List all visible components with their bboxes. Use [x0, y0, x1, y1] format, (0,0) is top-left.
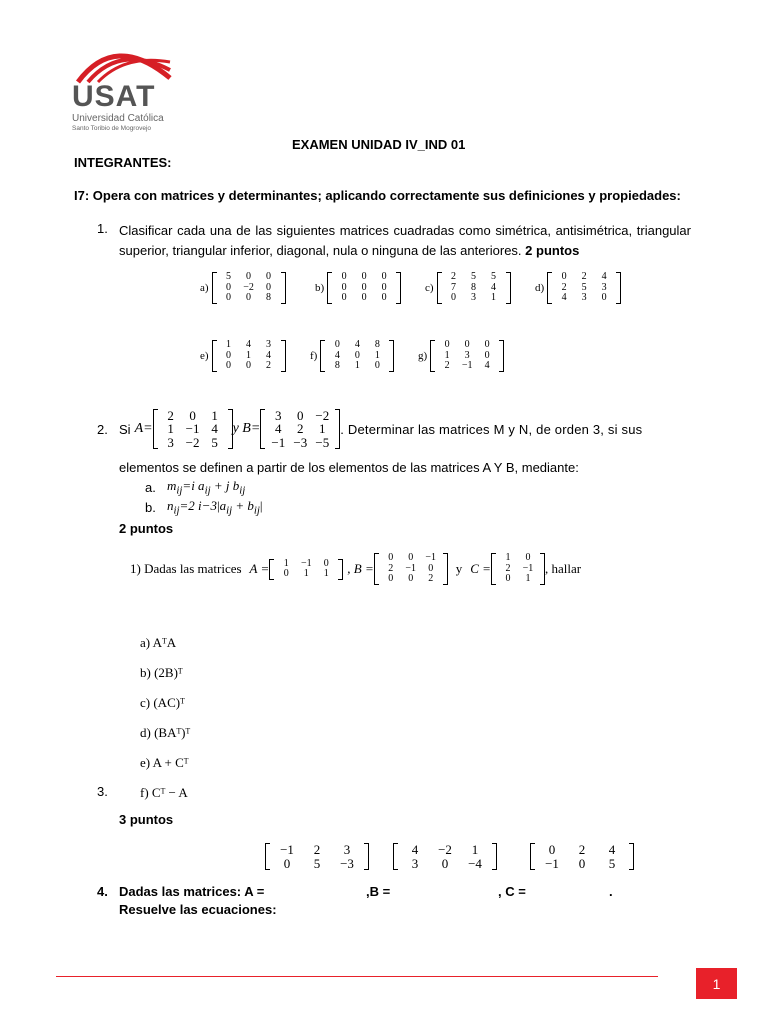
- bracket-left: [327, 272, 332, 304]
- bracket-left: [212, 340, 217, 372]
- q4-matrix-c: [530, 843, 634, 870]
- q3-matrix-b: [374, 553, 448, 585]
- matrix-cell: −1: [405, 562, 417, 574]
- matrix-cell: 0: [189, 407, 196, 423]
- bracket-right: [616, 272, 621, 304]
- matrix-cell: 2: [297, 421, 304, 437]
- bracket-right: [499, 340, 504, 372]
- matrix-cell: 0: [601, 292, 607, 303]
- q3-intro: 1) Dadas las matrices: [130, 561, 242, 576]
- matrix-cell: 0: [246, 292, 252, 303]
- matrix-cell: 5: [471, 271, 477, 282]
- page-number-box: [696, 968, 737, 999]
- matrix-cell: 2: [167, 407, 174, 423]
- q2-line1: [119, 402, 642, 456]
- matrix-cell: 2: [428, 573, 434, 585]
- matrix: [320, 340, 394, 372]
- matrix-cell: 2: [581, 271, 587, 282]
- q4-resuelve: Resuelve las ecuaciones:: [119, 902, 277, 917]
- matrix: [265, 843, 369, 870]
- q3-y: y: [455, 561, 463, 576]
- q1-matrix-item: [200, 272, 286, 304]
- matrix: [530, 843, 634, 870]
- q3-b-eq: , B =: [347, 561, 374, 576]
- matrix-cell: −2: [243, 281, 254, 293]
- matrix-cell: 0: [374, 360, 380, 371]
- logo-name: USAT: [72, 80, 156, 113]
- q1-text: [119, 221, 691, 261]
- page-title: EXAMEN UNIDAD IV_IND 01: [292, 137, 466, 152]
- q3-hallar: , hallar: [544, 561, 582, 576]
- matrix-cell: 4: [484, 360, 490, 371]
- matrix-cell: 4: [275, 421, 282, 437]
- matrix-cell: 0: [246, 271, 252, 282]
- bracket-right: [281, 340, 286, 372]
- q1-matrix-label: f): [310, 349, 318, 362]
- matrix-cell: 0: [388, 552, 394, 564]
- page-number: 1: [712, 975, 721, 992]
- matrix-cell: 2: [561, 281, 567, 293]
- q2-b-formula: $n_{ij}=2$ $i-3|a_{ij} + b_{ij}|$: [167, 498, 263, 517]
- bracket-right: [506, 272, 511, 304]
- bracket-left: [491, 553, 496, 585]
- q1-matrix-item: [315, 272, 401, 304]
- matrix: [212, 340, 286, 372]
- matrix-cell: 2: [313, 842, 321, 857]
- matrix: [269, 559, 343, 580]
- matrix-cell: 0: [561, 271, 567, 282]
- matrix-cell: 1: [374, 349, 380, 361]
- matrix: [212, 272, 286, 304]
- matrix-cell: 3: [471, 292, 477, 303]
- matrix-cell: 1: [323, 568, 329, 579]
- matrix: [437, 272, 511, 304]
- q4-matrix-b: [393, 843, 497, 870]
- bracket-right: [396, 272, 401, 304]
- bracket-left: [260, 409, 265, 450]
- matrix-cell: 3: [275, 407, 282, 423]
- matrix-cell: 3: [464, 349, 470, 361]
- matrix: [547, 272, 621, 304]
- matrix-cell: 5: [313, 855, 321, 871]
- q2-matrix-b: [260, 409, 340, 450]
- matrix-cell: 8: [266, 292, 272, 303]
- q4-c-eq: , C =: [498, 884, 526, 899]
- bracket-left: [393, 843, 398, 870]
- bracket-left: [265, 843, 270, 870]
- matrix-cell: −1: [425, 552, 437, 564]
- matrix: [491, 553, 545, 585]
- matrix-cell: 1: [525, 573, 531, 585]
- q3-items: [140, 628, 190, 808]
- matrix-cell: −1: [545, 855, 559, 871]
- q2-text2: elementos se definen a partir de los elementos de las matrices A Y B, mediante:: [119, 460, 579, 475]
- matrix-cell: 0: [226, 292, 232, 303]
- matrix-cell: −1: [185, 421, 200, 437]
- matrix-cell: −3: [340, 855, 354, 871]
- q2-b-eq: y B=: [232, 421, 261, 436]
- matrix-cell: 0: [505, 573, 511, 585]
- matrix-cell: 0: [297, 407, 304, 423]
- q1-statement: Clasificar cada una de las siguientes matrices cuadradas como simétrica, antisimétrica, triangular superior, triangular inferior, diagonal, nula o ninguna de las anteriores.: [119, 223, 691, 258]
- bracket-left: [530, 843, 535, 870]
- matrix-cell: 4: [608, 842, 616, 857]
- matrix-cell: −1: [280, 842, 294, 857]
- integrantes-label: INTEGRANTES:: [74, 155, 172, 170]
- matrix-cell: 1: [226, 339, 232, 350]
- matrix-cell: −4: [468, 855, 482, 871]
- matrix-cell: 3: [601, 281, 607, 293]
- q3-intro-row: [130, 537, 581, 601]
- matrix-cell: 1: [491, 292, 497, 303]
- matrix-cell: 4: [334, 349, 340, 361]
- q2-a-label: a.: [145, 480, 156, 495]
- matrix-cell: 1: [211, 407, 218, 423]
- matrix-cell: 4: [561, 292, 567, 303]
- q3-c-eq: C =: [470, 561, 491, 576]
- matrix-cell: 0: [484, 349, 490, 361]
- q1-matrix-item: [425, 272, 511, 304]
- matrix-cell: 0: [341, 281, 347, 293]
- matrix-cell: 0: [334, 339, 340, 350]
- matrix-cell: 4: [491, 281, 497, 293]
- matrix: [374, 553, 448, 585]
- matrix-cell: 0: [525, 552, 531, 564]
- q4-text: Dadas las matrices: A =: [119, 884, 265, 899]
- bracket-left: [320, 340, 325, 372]
- matrix-cell: 0: [408, 552, 414, 564]
- matrix-cell: 0: [361, 292, 367, 303]
- matrix-cell: 0: [283, 568, 289, 579]
- bracket-right: [389, 340, 394, 372]
- q3-item: c) (AC)ᵀ: [140, 695, 185, 710]
- matrix-cell: 3: [581, 292, 587, 303]
- matrix-cell: 1: [319, 421, 326, 437]
- logo-line1: Universidad Católica: [72, 113, 164, 124]
- matrix: [327, 272, 401, 304]
- bracket-right: [629, 843, 634, 870]
- q4-b-eq: ,B =: [366, 884, 391, 899]
- q4-matrix-a: [265, 843, 369, 870]
- q3-item: b) (2B)ᵀ: [140, 665, 183, 680]
- bracket-right: [281, 272, 286, 304]
- matrix: [393, 843, 497, 870]
- matrix-cell: 0: [381, 281, 387, 293]
- indicator-i7: I7: Opera con matrices y determinantes; aplicando correctamente sus definiciones y propiedades:: [74, 188, 681, 203]
- bracket-left: [437, 272, 442, 304]
- matrix-cell: 0: [341, 292, 347, 303]
- matrix-cell: −2: [438, 842, 452, 857]
- matrix-cell: 4: [211, 421, 218, 437]
- matrix-cell: 3: [167, 434, 174, 450]
- matrix-cell: 0: [548, 842, 556, 857]
- matrix-cell: 1: [444, 349, 450, 361]
- matrix-cell: 1: [246, 349, 252, 361]
- bracket-right: [364, 843, 369, 870]
- q1-matrix-item: [200, 340, 286, 372]
- bracket-left: [430, 340, 435, 372]
- q2-a-eq: A=: [134, 421, 153, 436]
- matrix-cell: 0: [428, 562, 434, 574]
- q3-a-eq: A =: [249, 561, 270, 576]
- matrix-cell: −1: [461, 360, 473, 371]
- matrix-cell: 0: [283, 855, 291, 871]
- q4-number: 4.: [97, 884, 108, 899]
- q3-number: 3.: [97, 784, 108, 799]
- q1-matrix-item: [535, 272, 621, 304]
- matrix: [430, 340, 504, 372]
- matrix-cell: 2: [578, 842, 586, 857]
- matrix-cell: 4: [354, 339, 360, 350]
- q1-matrix-label: c): [425, 281, 434, 294]
- matrix-cell: 0: [246, 360, 252, 371]
- matrix-cell: 0: [381, 271, 387, 282]
- matrix-cell: 5: [226, 271, 232, 282]
- q1-matrix-label: b): [315, 281, 325, 294]
- matrix-cell: 1: [167, 421, 174, 437]
- matrix-cell: 4: [266, 349, 272, 361]
- matrix-cell: 2: [451, 271, 457, 282]
- matrix-cell: 2: [388, 562, 394, 574]
- matrix-cell: 0: [341, 271, 347, 282]
- q1-matrix-item: [310, 340, 394, 372]
- matrix-cell: 2: [266, 360, 272, 371]
- bracket-right: [338, 559, 343, 580]
- matrix-cell: −5: [315, 434, 330, 450]
- logo-arc-icon: [70, 40, 180, 85]
- usat-logo: [70, 40, 180, 132]
- q2-b-label: b.: [145, 500, 156, 515]
- matrix-cell: 0: [226, 349, 232, 361]
- matrix-cell: −1: [271, 434, 286, 450]
- matrix-cell: 4: [411, 842, 419, 857]
- matrix-cell: 1: [283, 557, 289, 569]
- bracket-right: [492, 843, 497, 870]
- matrix-cell: 0: [354, 349, 360, 361]
- bracket-left: [374, 553, 379, 585]
- bracket-left: [269, 559, 274, 580]
- q2-text1: . Determinar las matrices M y N, de orden 3, si sus: [340, 421, 643, 437]
- matrix-cell: 8: [334, 360, 340, 371]
- logo-line2: Santo Toribio de Mogrovejo: [72, 125, 152, 132]
- q1-matrix-label: g): [418, 349, 428, 362]
- matrix-cell: 0: [226, 281, 232, 293]
- matrix-cell: 8: [471, 281, 477, 293]
- q3-item: f) Cᵀ − A: [140, 785, 188, 800]
- bracket-right: [443, 553, 448, 585]
- matrix: [260, 409, 340, 450]
- q1-matrix-label: d): [535, 281, 545, 294]
- matrix-cell: 0: [464, 339, 470, 350]
- matrix-cell: 3: [343, 842, 351, 857]
- q2-points: 2 puntos: [119, 521, 174, 536]
- matrix-cell: 0: [388, 573, 394, 585]
- matrix-cell: 0: [484, 339, 490, 350]
- q2-si: Si: [119, 421, 131, 437]
- matrix-cell: 5: [211, 434, 218, 450]
- matrix-cell: 0: [226, 360, 232, 371]
- q1-matrix-item: [418, 340, 504, 372]
- footer-line: [56, 976, 658, 977]
- matrix-cell: 0: [266, 281, 272, 293]
- q1-number: 1.: [97, 221, 108, 236]
- q3-matrix-c: [491, 553, 545, 585]
- matrix-cell: −2: [315, 407, 330, 423]
- matrix-cell: 1: [471, 842, 479, 857]
- matrix-cell: 0: [323, 557, 329, 569]
- matrix: [153, 409, 233, 450]
- matrix-cell: 4: [246, 339, 252, 350]
- q2-number: 2.: [97, 422, 108, 437]
- matrix-cell: 0: [441, 855, 449, 871]
- q3-item: d) (BAᵀ)ᵀ: [140, 725, 191, 740]
- matrix-cell: 1: [354, 360, 360, 371]
- q1-matrix-label: e): [200, 349, 209, 362]
- matrix-cell: −2: [185, 434, 200, 450]
- matrix-cell: 0: [444, 339, 450, 350]
- bracket-left: [153, 409, 158, 450]
- q3-matrix-a: [269, 559, 343, 580]
- bracket-left: [547, 272, 552, 304]
- matrix-cell: 3: [266, 339, 272, 350]
- matrix-cell: 1: [505, 552, 511, 564]
- q4-end: .: [609, 884, 613, 899]
- matrix-cell: 0: [361, 281, 367, 293]
- matrix-cell: 2: [444, 360, 450, 371]
- matrix-cell: 0: [361, 271, 367, 282]
- q1-matrix-label: a): [200, 281, 209, 294]
- matrix-cell: 8: [374, 339, 380, 350]
- matrix-cell: 0: [381, 292, 387, 303]
- q3-item: e) A + Cᵀ: [140, 755, 189, 770]
- matrix-cell: −1: [300, 557, 312, 569]
- matrix-cell: −3: [293, 434, 308, 450]
- q1-points: 2 puntos: [525, 243, 580, 258]
- q2-a-formula: $m_{ij}=i$ $a_{ij} + j$ $b_{ij}$: [167, 478, 246, 497]
- matrix-cell: 1: [303, 568, 309, 579]
- matrix-cell: 4: [601, 271, 607, 282]
- matrix-cell: 5: [608, 855, 616, 871]
- matrix-cell: 0: [578, 855, 586, 871]
- matrix-cell: 2: [505, 562, 511, 574]
- matrix-cell: 5: [581, 281, 587, 293]
- matrix-cell: −1: [522, 562, 534, 574]
- matrix-cell: 0: [266, 271, 272, 282]
- matrix-cell: 5: [491, 271, 497, 282]
- matrix-cell: 7: [451, 281, 457, 293]
- q1-matrices: [200, 272, 620, 382]
- matrix-cell: 0: [408, 573, 414, 585]
- matrix-cell: 3: [411, 855, 419, 871]
- matrix-cell: 0: [451, 292, 457, 303]
- bracket-left: [212, 272, 217, 304]
- q2-matrix-a: [153, 409, 233, 450]
- q3-item: a) AᵀA: [140, 635, 177, 650]
- q3-points: 3 puntos: [119, 812, 174, 827]
